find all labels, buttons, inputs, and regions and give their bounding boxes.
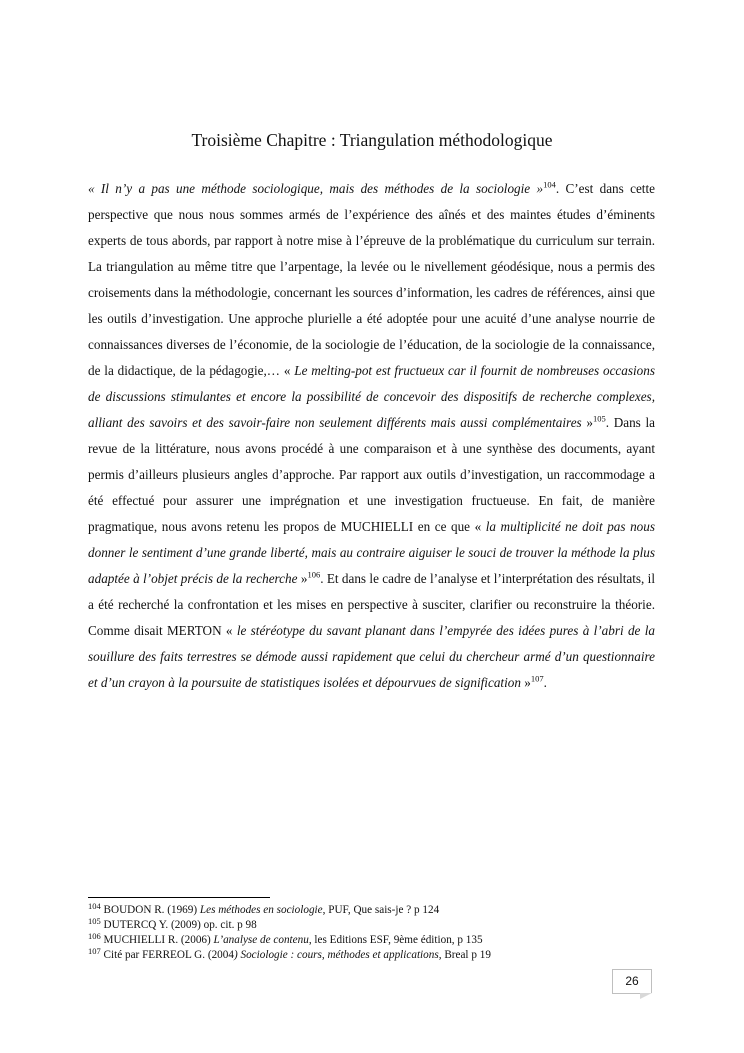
body-text-4: . xyxy=(543,675,547,690)
footnote-106 xyxy=(88,933,658,948)
footnote-text: DUTERCQ Y. (2009) op. cit. p 98 xyxy=(100,919,257,931)
footnote-number: 107 xyxy=(88,946,101,956)
quote-muchielli: la multiplicité ne doit pas nous donner le sentiment d’une grande liberté, mais au contraire aiguiser le souci de trouver la méthode la plus adaptée à l’objet précis de la recherche xyxy=(88,519,655,586)
body-text-3: . Et dans le cadre de l’analyse et l’interprétation des résultats, il a été recherché la confrontation et les mises en perspective à susciter, clarifier ou reconstruire la théorie. Comme disait MERTON « xyxy=(88,571,656,638)
footnote-ref-104[interactable]: 104 xyxy=(543,179,556,190)
page-number-base-line xyxy=(612,993,640,994)
footnote-text: BOUDON R. (1969) xyxy=(100,904,200,916)
footnote-104 xyxy=(88,903,658,918)
quote-close-2: » xyxy=(297,571,308,586)
page-number: 26 xyxy=(612,969,652,993)
quote-merton: le stéréotype du savant planant dans l’empyrée des idées pures à l’abri de la souillure des faits terrestres se démode aussi rapidement que celui du chercheur armé d’un questionnaire et d’un crayon à la poursuite de statistiques isolées et dépourvues de signification xyxy=(88,623,655,690)
footnote-text: MUCHIELLI R. (2006) xyxy=(100,934,214,946)
quote-boudon: « Il n’y a pas une méthode sociologique, mais des méthodes de la sociologie » xyxy=(88,181,544,196)
footnote-text: Cité par FERREOL G. (2004 xyxy=(100,949,234,961)
footnote-title: L’analyse de contenu xyxy=(213,934,309,946)
footnote-text: Breal p 19 xyxy=(441,949,491,961)
footnote-number: 105 xyxy=(88,916,101,926)
body-paragraph xyxy=(88,176,655,696)
footnote-text: , PUF, Que sais-je ? p 124 xyxy=(322,904,440,916)
footnote-107 xyxy=(88,948,658,963)
quote-close-1: » xyxy=(581,415,593,430)
footnote-separator xyxy=(88,897,270,898)
footnote-title: Les méthodes en sociologie xyxy=(199,904,323,916)
footnote-ref-106[interactable]: 106 xyxy=(307,569,321,580)
footnote-105 xyxy=(88,918,658,933)
body-text-2: . Dans la revue de la littérature, nous avons procédé à une comparaison et à une synthèse des documents, ayant permis d’ailleurs plusieurs angles d’approche. Par rapport aux outils d’investigation, un raccommodage a été effectué pour assurer une imprégnation et une investigation fructueuse. En fait, de manière pragmatique, nous avons retenu les propos de MUCHIELLI en ce que « xyxy=(88,415,655,534)
footnotes xyxy=(88,903,658,963)
quote-close-3: » xyxy=(520,675,531,690)
footnote-text: , les Editions ESF, 9ème édition, p 135 xyxy=(308,934,483,946)
body-text-1: . C’est dans cette perspective que nous nous sommes armés de l’expérience des aînés et des maintes études d’éminents experts de tous abords, par rapport à notre mise à l’épreuve de la problématique du curriculum sur terrain. La triangulation au même titre que l’arpentage, la levée ou le nivellement géodésique, nous a permis des croisements dans la méthodologie, concernant les sources d’information, les cadres de références, ainsi que les outils d’investigation. Une approche plurielle a été adoptée pour une acuité d’une analyse nourrie de connaissances diverses de l’économie, de la sociologie de l’éducation, de la sociologie de la connaissance, de la didactique, de la pédagogie,… « xyxy=(88,181,655,378)
footnote-title: ) Sociologie : cours, méthodes et applications, xyxy=(233,949,442,961)
footnote-ref-107[interactable]: 107 xyxy=(530,673,544,684)
footnote-number: 104 xyxy=(88,901,101,911)
footnote-ref-105[interactable]: 105 xyxy=(592,413,606,424)
footnote-number: 106 xyxy=(88,931,101,941)
chapter-title: Troisième Chapitre : Triangulation méthodologique xyxy=(191,130,553,150)
quote-melting-pot: Le melting-pot est fructueux car il fournit de nombreuses occasions de discussions stimulantes et encore la possibilité de concevoir des dispositifs de recherche complexes, alliant des savoirs et des savoir-faire non seulement différents mais aussi complémentaires xyxy=(88,363,655,430)
